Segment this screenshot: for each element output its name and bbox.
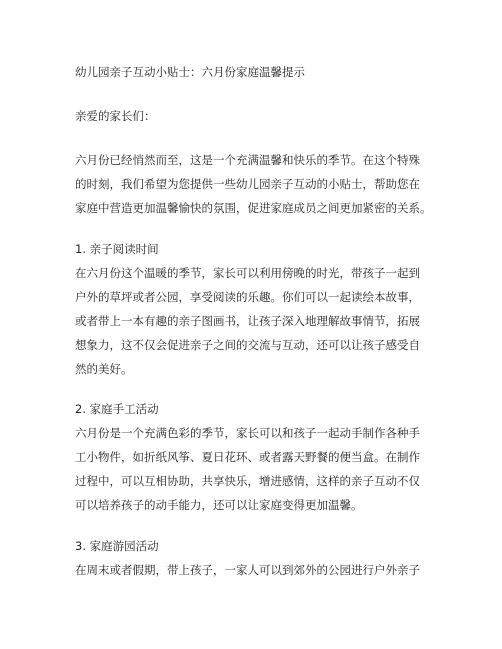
section-heading: 2. 家庭手工活动 [75, 402, 159, 416]
greeting: 亲爱的家长们： [75, 109, 156, 123]
section-line: 六月份是一个充满色彩的季节，家长可以和孩子一起动手制作各种手 [75, 426, 420, 440]
intro-line: 家庭中营造更加温馨愉快的氛围，促进家庭成员之间更加紧密的关系。 [75, 201, 432, 215]
section-line: 户外的草坪或者公园，享受阅读的乐趣。你们可以一起读绘本故事， [75, 290, 420, 304]
document-title: 幼儿园亲子互动小贴士：六月份家庭温馨提示 [75, 65, 305, 79]
intro-line: 六月份已经悄然而至，这是一个充满温馨和快乐的季节。在这个特殊 [75, 153, 420, 167]
section-line: 在周末或者假期，带上孩子，一家人可以到郊外的公园进行户外亲子 [75, 563, 420, 577]
section-line: 或者带上一本有趣的亲子图画书，让孩子深入地理解故事情节，拓展 [75, 314, 420, 328]
section-heading: 1. 亲子阅读时间 [75, 242, 159, 256]
section-line: 想象力，这不仅会促进亲子之间的交流与互动，还可以让孩子感受自 [75, 338, 420, 352]
section-line: 过程中，可以互相协助，共享快乐，增进感情，这样的亲子互动不仅 [75, 474, 420, 488]
section-line: 可以培养孩子的动手能力，还可以让家庭变得更加温馨。 [75, 498, 363, 512]
section-heading: 3. 家庭游园活动 [75, 539, 159, 553]
section-line: 然的美好。 [75, 362, 133, 376]
section-line: 在六月份这个温暖的季节，家长可以利用傍晚的时光，带孩子一起到 [75, 266, 420, 280]
section-line: 工小物件，如折纸风筝、夏日花环、或者露天野餐的便当盒。在制作 [75, 450, 420, 464]
intro-line: 的时刻，我们希望为您提供一些幼儿园亲子互动的小贴士，帮助您在 [75, 177, 420, 191]
